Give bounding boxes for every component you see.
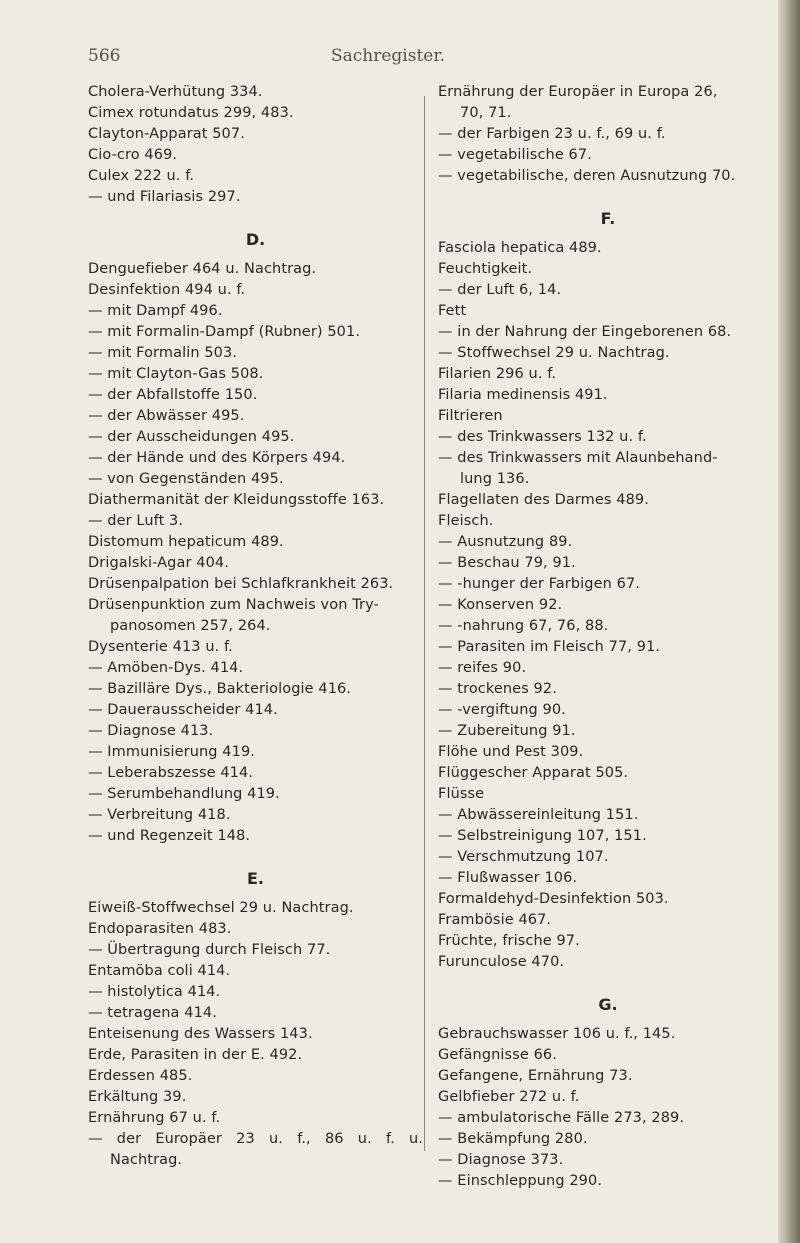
index-entry-continuation: 70, 71.	[460, 105, 512, 121]
index-entry: — mit Formalin 503.	[88, 345, 238, 361]
index-entry: Eiweiß-Stoffwechsel 29 u. Nachtrag.	[88, 900, 354, 916]
index-entry: — der Luft 6, 14.	[438, 282, 562, 298]
index-entry: — Ausnutzung 89.	[438, 534, 573, 550]
index-entry: Entamöba coli 414.	[88, 963, 231, 979]
index-entry: — -vergiftung 90.	[438, 702, 566, 718]
index-entry: — Leberabszesse 414.	[88, 765, 254, 781]
index-entry: Dysenterie 413 u. f.	[88, 639, 233, 655]
index-entry: Flöhe und Pest 309.	[438, 744, 584, 760]
page-edge-shadow	[778, 0, 800, 1243]
index-entry: — -hunger der Farbigen 67.	[438, 576, 640, 592]
index-entry: — histolytica 414.	[88, 984, 221, 1000]
index-entry: — der Abfallstoffe 150.	[88, 387, 258, 403]
section-letter: D.	[245, 230, 266, 249]
page-header	[88, 46, 688, 76]
index-entry: — der Abwässer 495.	[88, 408, 245, 424]
index-entry: — der Europäer 23 u. f., 86 u. f. u.	[88, 1131, 423, 1147]
index-entry-continuation: lung 136.	[460, 471, 530, 487]
index-entry: — Abwässereinleitung 151.	[438, 807, 639, 823]
index-entry: — der Farbigen 23 u. f., 69 u. f.	[438, 126, 666, 142]
index-entry: — Diagnose 373.	[438, 1152, 564, 1168]
index-entry: — vegetabilische 67.	[438, 147, 592, 163]
index-entry: Denguefieber 464 u. Nachtrag.	[88, 261, 317, 277]
index-entry: — Verschmutzung 107.	[438, 849, 609, 865]
index-entry: — und Filariasis 297.	[88, 189, 241, 205]
index-entry: Enteisenung des Wassers 143.	[88, 1026, 313, 1042]
index-entry: — Beschau 79, 91.	[438, 555, 576, 571]
index-entry: Ernährung 67 u. f.	[88, 1110, 221, 1126]
index-entry: Frambösie 467.	[438, 912, 552, 928]
index-entry: Ernährung der Europäer in Europa 26,	[438, 84, 718, 100]
index-entry: Erkältung 39.	[88, 1089, 187, 1105]
index-entry: — Bekämpfung 280.	[438, 1131, 588, 1147]
index-entry: Endoparasiten 483.	[88, 921, 232, 937]
page-number: 566	[88, 46, 121, 66]
index-entry: — mit Formalin-Dampf (Rubner) 501.	[88, 324, 361, 340]
index-entry: Drüsenpunktion zum Nachweis von Try-	[88, 597, 379, 613]
index-entry: — Immunisierung 419.	[88, 744, 255, 760]
section-letter: G.	[598, 995, 618, 1014]
index-entry: — Einschleppung 290.	[438, 1173, 603, 1189]
index-entry: — Serumbehandlung 419.	[88, 786, 280, 802]
index-column-left	[88, 82, 423, 1171]
index-entry: Drüsenpalpation bei Schlafkrankheit 263.	[88, 576, 394, 592]
index-entry: — Parasiten im Fleisch 77, 91.	[438, 639, 661, 655]
index-entry: — mit Clayton-Gas 508.	[88, 366, 264, 382]
index-entry: Distomum hepaticum 489.	[88, 534, 284, 550]
index-entry: — und Regenzeit 148.	[88, 828, 251, 844]
index-entry: Clayton-Apparat 507.	[88, 126, 245, 142]
index-entry: — der Hände und des Körpers 494.	[88, 450, 346, 466]
index-entry: Filaria medinensis 491.	[438, 387, 608, 403]
index-entry: Filtrieren	[438, 408, 503, 424]
column-divider	[424, 96, 425, 1151]
index-entry: — vegetabilische, deren Ausnutzung 70.	[438, 168, 736, 184]
index-entry: — ambulatorische Fälle 273, 289.	[438, 1110, 685, 1126]
index-entry: Culex 222 u. f.	[88, 168, 195, 184]
index-entry: Gebrauchswasser 106 u. f., 145.	[438, 1026, 676, 1042]
index-entry: — trockenes 92.	[438, 681, 557, 697]
index-entry: — Dauerausscheider 414.	[88, 702, 278, 718]
index-entry: — mit Dampf 496.	[88, 303, 223, 319]
index-entry: — Konserven 92.	[438, 597, 563, 613]
index-entry: Gefängnisse 66.	[438, 1047, 557, 1063]
index-entry: — Selbstreinigung 107, 151.	[438, 828, 647, 844]
index-entry: Erdessen 485.	[88, 1068, 193, 1084]
index-entry: — Amöben-Dys. 414.	[88, 660, 244, 676]
index-entry: Gelbfieber 272 u. f.	[438, 1089, 580, 1105]
index-entry: Diathermanität der Kleidungsstoffe 163.	[88, 492, 385, 508]
index-entry: — reifes 90.	[438, 660, 527, 676]
index-entry: — Flußwasser 106.	[438, 870, 578, 886]
index-entry: Cholera-Verhütung 334.	[88, 84, 263, 100]
index-entry-continuation: panosomen 257, 264.	[110, 618, 271, 634]
index-entry: — der Ausscheidungen 495.	[88, 429, 295, 445]
index-entry: — des Trinkwassers mit Alaunbehand-	[438, 450, 718, 466]
index-entry: — in der Nahrung der Eingeborenen 68.	[438, 324, 732, 340]
section-letter: E.	[246, 869, 264, 888]
index-entry: Erde, Parasiten in der E. 492.	[88, 1047, 303, 1063]
index-entry: Desinfektion 494 u. f.	[88, 282, 246, 298]
index-entry: Fett	[438, 303, 467, 319]
index-entry: Cimex rotundatus 299, 483.	[88, 105, 294, 121]
index-entry: Filarien 296 u. f.	[438, 366, 557, 382]
index-entry: Flagellaten des Darmes 489.	[438, 492, 649, 508]
index-entry: — tetragena 414.	[88, 1005, 217, 1021]
index-entry: Furunculose 470.	[438, 954, 565, 970]
index-entry-continuation: Nachtrag.	[110, 1152, 183, 1168]
index-entry: — von Gegenständen 495.	[88, 471, 284, 487]
section-letter: F.	[600, 209, 616, 228]
running-title: Sachregister.	[330, 46, 446, 66]
index-entry: Formaldehyd-Desinfektion 503.	[438, 891, 669, 907]
index-entry: Fasciola hepatica 489.	[438, 240, 602, 256]
index-entry: — -nahrung 67, 76, 88.	[438, 618, 609, 634]
index-entry: — Stoffwechsel 29 u. Nachtrag.	[438, 345, 670, 361]
index-entry: Flüggescher Apparat 505.	[438, 765, 629, 781]
index-entry: Drigalski-Agar 404.	[88, 555, 229, 571]
index-column-right	[438, 82, 778, 1192]
index-entry: — Zubereitung 91.	[438, 723, 576, 739]
index-entry: Cio-cro 469.	[88, 147, 178, 163]
index-entry: — Übertragung durch Fleisch 77.	[88, 942, 331, 958]
index-entry: Früchte, frische 97.	[438, 933, 580, 949]
index-entry: — der Luft 3.	[88, 513, 184, 529]
index-entry: — Bazilläre Dys., Bakteriologie 416.	[88, 681, 352, 697]
index-entry: Gefangene, Ernährung 73.	[438, 1068, 633, 1084]
index-entry: — des Trinkwassers 132 u. f.	[438, 429, 647, 445]
index-entry: Fleisch.	[438, 513, 494, 529]
index-entry: — Diagnose 413.	[88, 723, 214, 739]
index-entry: Feuchtigkeit.	[438, 261, 533, 277]
index-entry: — Verbreitung 418.	[88, 807, 231, 823]
index-entry: Flüsse	[438, 786, 485, 802]
